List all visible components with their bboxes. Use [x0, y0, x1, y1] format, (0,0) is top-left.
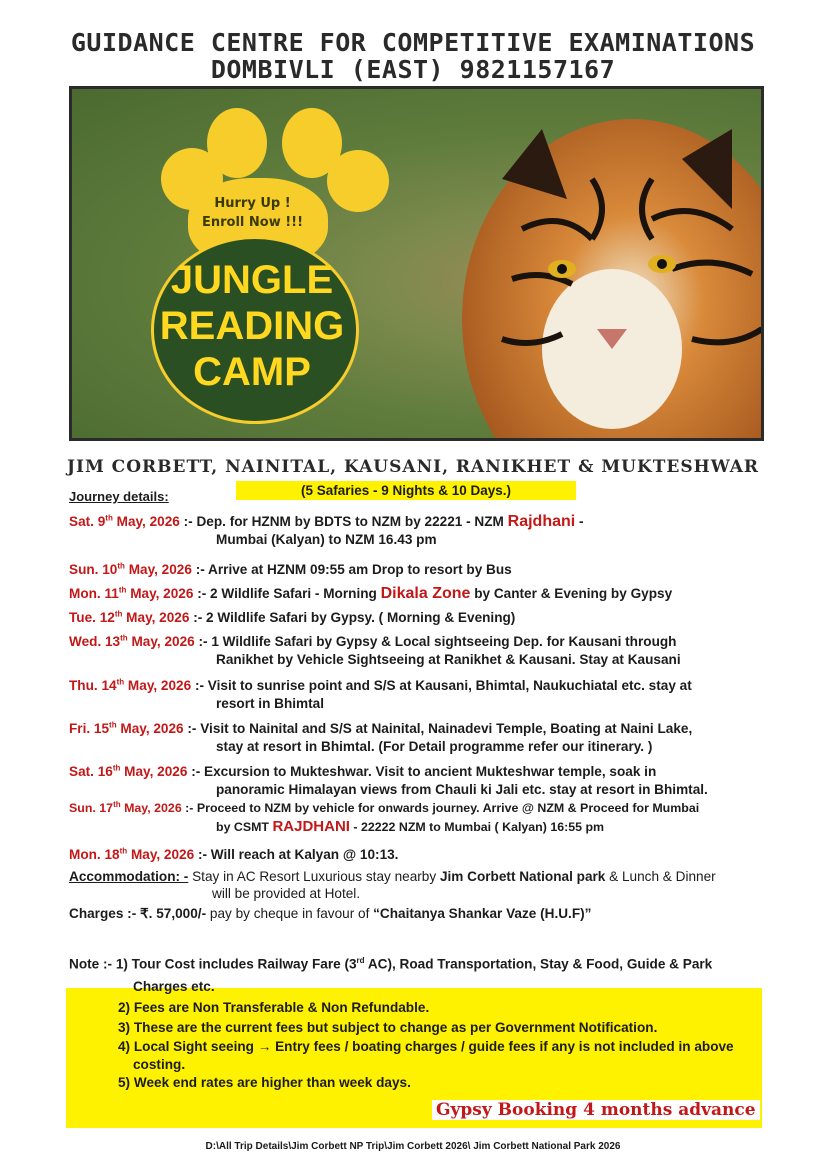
itinerary-date-sup: th [105, 513, 113, 523]
note-1-sup: rd [356, 956, 365, 965]
itinerary-desc: :- 2 Wildlife Safari by Gypsy. ( Morning & Evening) [193, 610, 516, 625]
itinerary-desc: :- 2 Wildlife Safari - Morning [197, 586, 381, 601]
itinerary-date-sup: th [117, 561, 125, 571]
itinerary-desc: :- Visit to Nainital and S/S at Nainital, Nainadevi Temple, Boating at Naini Lake, [187, 721, 693, 736]
camp-title-3: CAMP [193, 350, 311, 394]
itinerary-date: Mon. 11 [69, 586, 119, 601]
gypsy-booking-notice: Gypsy Booking 4 months advance [432, 1100, 760, 1120]
itinerary-date: Mon. 18 [69, 847, 120, 862]
itinerary-row [69, 677, 692, 695]
itinerary-date-rest: May, 2026 [124, 678, 192, 693]
accommodation-text-1: Stay in AC Resort Luxurious stay nearby [188, 869, 440, 884]
duration-badge: (5 Safaries - 9 Nights & 10 Days.) [236, 481, 576, 500]
note-2: 2) Fees are Non Transferable & Non Refundable. [118, 1000, 430, 1015]
note-5: 5) Week end rates are higher than week days. [118, 1075, 411, 1090]
itinerary-date: Sat. 9 [69, 514, 106, 529]
note-1-cont: Charges etc. [133, 979, 215, 994]
itinerary-date: Sun. 10 [69, 562, 118, 577]
itinerary-highlight: Rajdhani [507, 513, 576, 530]
itinerary-cont-a: by CSMT [216, 820, 273, 834]
file-path-footer: D:\All Trip Details\Jim Corbett NP Trip\Jim Corbett 2026\ Jim Corbett National Park 2026 [205, 1141, 621, 1152]
accommodation-text-2: & Lunch & Dinner [605, 869, 716, 884]
itinerary-date-rest: May, 2026 [116, 721, 184, 736]
itinerary-row [69, 609, 515, 627]
itinerary-date-sup: th [118, 585, 127, 595]
camp-title-1: JUNGLE [170, 258, 334, 302]
itinerary-desc: :- Excursion to Mukteshwar. Visit to ancient Mukteshwar temple, soak in [191, 764, 657, 779]
itinerary-date: Sat. 16 [69, 764, 113, 779]
itinerary-desc-b: - [575, 514, 584, 529]
hurry-text: Hurry Up ! [214, 196, 291, 211]
header-contact: DOMBIVLI (EAST) 9821157167 [210, 55, 616, 84]
journey-label: Journey details: [69, 489, 169, 504]
itinerary-desc: :- Arrive at HZNM 09:55 am Drop to resort by Bus [195, 562, 512, 577]
note-4: 4) Local Sight seeing → Entry fees / boating charges / guide fees if any is not included in above [118, 1039, 734, 1054]
itinerary-row [69, 799, 699, 817]
note-1-text-a: Note :- 1) Tour Cost includes Railway Fare (3 [69, 956, 357, 972]
itinerary-row [69, 633, 676, 651]
itinerary-date: Sun. 17 [69, 801, 114, 815]
itinerary-cont-b: - 22222 NZM to Mumbai ( Kalyan) 16:55 pm [349, 820, 605, 834]
itinerary-date-rest: May, 2026 [122, 610, 190, 625]
itinerary-date-sup: th [120, 633, 128, 643]
itinerary-date: Thu. 14 [69, 678, 117, 693]
accommodation-park: Jim Corbett National park [439, 869, 606, 884]
itinerary-row-cont: resort in Bhimtal [216, 696, 325, 711]
itinerary-cont-highlight: RAJDHANI [272, 818, 350, 835]
itinerary-date-rest: May, 2026 [127, 634, 195, 649]
itinerary-row [69, 846, 398, 864]
itinerary-date-sup: th [113, 799, 121, 809]
accommodation-line [69, 869, 716, 884]
itinerary-date-rest: May, 2026 [124, 562, 192, 577]
itinerary-row [69, 585, 672, 603]
itinerary-date-rest: May, 2026 [120, 764, 188, 779]
paw-toe-right [327, 150, 389, 212]
itinerary-desc: :- Proceed to NZM by vehicle for onwards journey. Arrive @ NZM & Proceed for Mumbai [185, 801, 700, 815]
itinerary-row-cont: Ranikhet by Vehicle Sightseeing at Ranikhet & Kausani. Stay at Kausani [216, 652, 681, 667]
itinerary-desc-b: by Canter & Evening by Gypsy [470, 586, 673, 601]
charges-payee: “Chaitanya Shankar Vaze (H.U.F)” [373, 906, 592, 921]
itinerary-desc: :- 1 Wildlife Safari by Gypsy & Local sightseeing Dep. for Kausani through [198, 634, 677, 649]
accommodation-label: Accommodation: - [69, 869, 189, 884]
charges-amount: ₹. 57,000/- [140, 906, 207, 921]
itinerary-date-rest: May, 2026 [127, 847, 195, 862]
note-1-text-b: AC), Road Transportation, Stay & Food, Guide & Park [364, 956, 713, 972]
itinerary-row [69, 513, 584, 531]
itinerary-desc: :- Dep. for HZNM by BDTS to NZM by 22221 - NZM [183, 514, 508, 529]
itinerary-date-sup: th [112, 763, 121, 773]
itinerary-highlight: Dikala Zone [380, 585, 471, 602]
itinerary-row-cont: panoramic Himalayan views from Chauli ki Jali etc. stay at resort in Bhimtal. [216, 782, 708, 797]
itinerary-date-sup: th [114, 609, 123, 619]
note-3: 3) These are the current fees but subject to change as per Government Notification. [118, 1020, 658, 1035]
itinerary-row-cont [216, 818, 604, 835]
accommodation-line-2: will be provided at Hotel. [212, 886, 361, 901]
itinerary-date-sup: th [109, 720, 117, 730]
itinerary-desc: :- Visit to sunrise point and S/S at Kausani, Bhimtal, Naukuchiatal etc. stay at [194, 678, 692, 693]
itinerary-date: Tue. 12 [69, 610, 115, 625]
itinerary-date-sup: th [116, 677, 125, 687]
itinerary-row [69, 561, 512, 579]
itinerary-row-cont: stay at resort in Bhimtal. (For Detail programme refer our itinerary. ) [216, 739, 653, 754]
itinerary-date-sup: th [119, 846, 128, 856]
itinerary-date: Fri. 15 [69, 721, 110, 736]
paw-toe-mid-left [207, 108, 267, 178]
charges-line [69, 906, 591, 922]
header-title: GUIDANCE CENTRE FOR COMPETITIVE EXAMINATIONS [70, 28, 756, 57]
destinations-subtitle: JIM CORBETT, NAINITAL, KAUSANI, RANIKHET & MUKTESHWAR [66, 457, 760, 477]
itinerary-desc: :- Will reach at Kalyan @ 10:13. [197, 847, 399, 862]
note-1 [69, 956, 712, 972]
itinerary-date-rest: May, 2026 [112, 514, 180, 529]
itinerary-row-cont: Mumbai (Kalyan) to NZM 16.43 pm [216, 532, 437, 547]
itinerary-row [69, 763, 656, 781]
charges-label: Charges :- [69, 906, 141, 921]
charges-text: pay by cheque in favour of [206, 906, 374, 921]
itinerary-date-rest: May, 2026 [120, 801, 182, 815]
itinerary-date: Wed. 13 [69, 634, 121, 649]
itinerary-date-rest: May, 2026 [126, 586, 194, 601]
itinerary-row [69, 720, 692, 738]
camp-title-2: READING [159, 304, 345, 348]
enroll-text: Enroll Now !!! [201, 215, 304, 230]
note-4-cont: costing. [133, 1057, 186, 1072]
